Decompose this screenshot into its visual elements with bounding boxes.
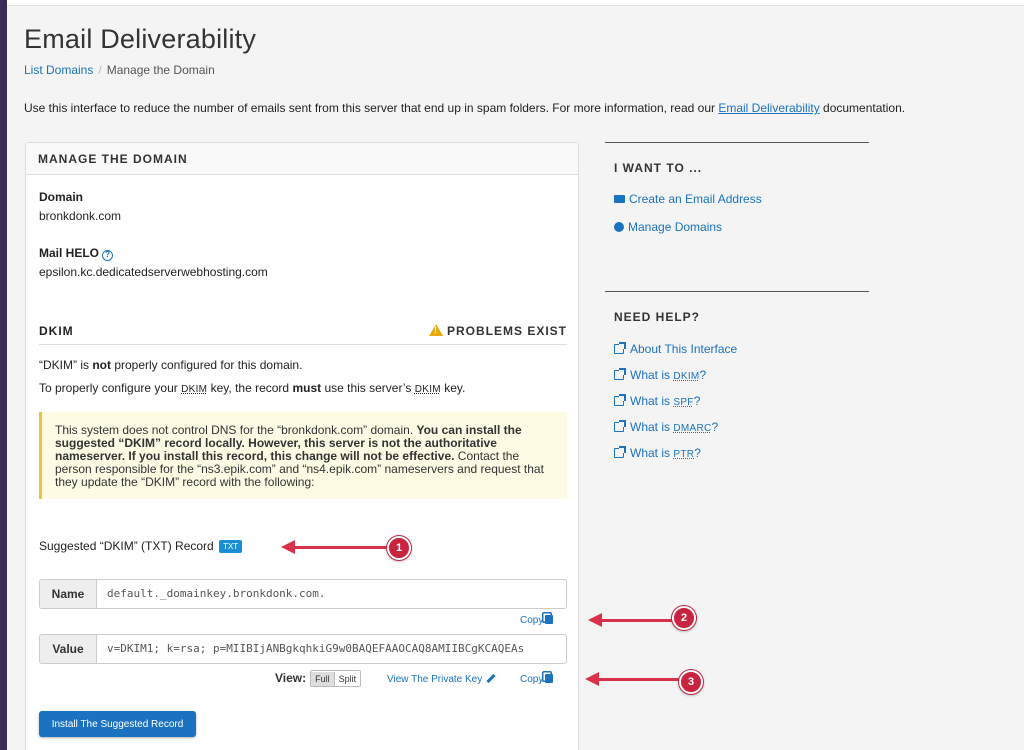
help-prefix: What is (630, 420, 674, 434)
alert-text-1: This system does not control DNS for the “bronkdonk.com” domain. (55, 423, 417, 437)
callout-badge-2: 2 (672, 606, 696, 630)
domain-value: bronkdonk.com (39, 209, 122, 223)
external-link-icon (614, 396, 624, 406)
view-toggle-row (275, 670, 361, 687)
callout-arrow-3-line (597, 678, 681, 681)
mail-helo-value: epsilon.kc.dedicatedserverwebhosting.com (39, 265, 268, 279)
help-prefix: What is (630, 368, 674, 382)
page-title: Email Deliverability (24, 24, 257, 54)
dkim-abbr: DKIM (181, 384, 208, 395)
req-part-a: To properly configure your (39, 381, 182, 395)
callout-arrow-1-line (293, 546, 389, 549)
sidebar-i-want-to (605, 142, 869, 272)
about-interface-link[interactable] (614, 342, 869, 356)
view-full-button[interactable]: Full (311, 672, 334, 686)
manage-domains-label: Manage Domains (628, 220, 723, 234)
alert-text-2: Contact the person responsible for the “ns3.epik.com” and “ns4.epik.com” nameservers and request that they update the “DKIM” record with the following: (55, 449, 544, 489)
external-link-icon (614, 370, 624, 380)
copy-icon-2 (545, 674, 553, 683)
alert-bold-text: You can install the suggested “DKIM” record locally. However, this server is not the authoritative nameserver. If you install this record, this change will not be effective. (55, 423, 522, 463)
status-not: not (92, 358, 111, 372)
breadcrumb-separator: / (98, 63, 102, 77)
req-part-b: key, the record (207, 381, 293, 395)
about-interface-label: About This Interface (630, 342, 738, 356)
mail-helo-label: Mail HELO (39, 246, 100, 260)
external-link-icon (614, 448, 624, 458)
dkim-status-text (39, 358, 302, 372)
panel-title: MANAGE THE DOMAIN (26, 143, 578, 175)
status-part-2: properly configured for this domain. (110, 358, 303, 372)
external-link-icon (614, 422, 624, 432)
help-question-icon[interactable]: ? (102, 250, 113, 261)
view-split-button[interactable]: Split (334, 672, 361, 686)
suggested-record-label: Suggested “DKIM” (TXT) Record (39, 539, 214, 553)
spf-term: SPF (673, 397, 694, 408)
external-link-icon (614, 344, 624, 354)
status-part-1: “DKIM” is (39, 358, 93, 372)
copy-name-link[interactable] (520, 615, 553, 626)
need-help-title: NEED HELP? (614, 310, 701, 324)
breadcrumb-current: Manage the Domain (106, 63, 215, 77)
copy-value-label: Copy (520, 674, 544, 685)
problems-exist-text: PROBLEMS EXIST (446, 324, 567, 338)
top-bar (7, 0, 1024, 6)
name-addon-label: Name (40, 580, 97, 608)
record-value-input[interactable]: v=DKIM1; k=rsa; p=MIIBIjANBgkqhkiG9w0BAQEFAAOCAQ8AMIIBCgKCAQEAs (107, 642, 525, 655)
req-part-c: use this server’s (321, 381, 415, 395)
manage-domain-panel (25, 142, 579, 750)
i-want-to-title: I WANT TO ... (614, 161, 703, 175)
help-suffix: ? (693, 394, 701, 408)
breadcrumb-list-domains-link[interactable]: List Domains (24, 63, 94, 77)
dns-warning-alert (39, 412, 567, 499)
what-is-dkim-link[interactable] (614, 368, 869, 382)
private-key-label: View The Private Key (387, 674, 483, 685)
what-is-dmarc-link[interactable] (614, 420, 869, 434)
intro-after: documentation. (819, 101, 906, 115)
view-private-key-link[interactable] (387, 674, 496, 685)
copy-name-label: Copy (520, 615, 544, 626)
what-is-spf-link[interactable] (614, 394, 869, 408)
intro-text (24, 101, 905, 115)
callout-badge-3: 3 (679, 670, 703, 694)
domain-label: Domain (39, 190, 84, 204)
envelope-icon (614, 195, 625, 203)
help-prefix: What is (630, 446, 674, 460)
problems-exist-status (429, 324, 567, 338)
help-prefix: What is (630, 394, 674, 408)
suggested-record-label-row (39, 539, 242, 553)
breadcrumb (24, 63, 215, 77)
install-suggested-record-button[interactable]: Install The Suggested Record (39, 711, 196, 737)
create-email-label: Create an Email Address (629, 192, 762, 206)
dkim-section-header (39, 323, 567, 345)
view-toggle-group (310, 670, 361, 687)
req-must: must (292, 381, 322, 395)
record-value-field (39, 634, 567, 664)
left-navigation-edge (0, 0, 7, 750)
warning-icon (429, 324, 443, 336)
record-name-field (39, 579, 567, 609)
copy-icon (545, 615, 553, 624)
dmarc-term: DMARC (673, 423, 712, 434)
callout-arrow-2-line (600, 619, 674, 622)
intro-before: Use this interface to reduce the number of emails sent from this server that end up in spam folders. For more information, read our (24, 101, 719, 115)
mail-helo-label-row (39, 246, 113, 261)
view-label: View: (275, 670, 307, 685)
what-is-ptr-link[interactable] (614, 446, 869, 460)
pencil-icon (487, 674, 496, 683)
dkim-title: DKIM (39, 324, 74, 338)
dkim-abbr-2: DKIM (414, 384, 441, 395)
req-part-d: key. (440, 381, 466, 395)
callout-badge-1: 1 (387, 536, 411, 560)
help-suffix: ? (711, 420, 719, 434)
value-addon-label: Value (40, 635, 97, 663)
record-name-input[interactable]: default._domainkey.bronkdonk.com. (107, 587, 326, 600)
help-suffix: ? (694, 446, 701, 460)
copy-value-link[interactable] (520, 674, 553, 685)
manage-domains-link[interactable] (614, 220, 869, 234)
dkim-requirement-text (39, 381, 465, 395)
txt-badge: TXT (219, 540, 242, 553)
dkim-term: DKIM (673, 371, 700, 382)
ptr-term: PTR (673, 449, 695, 460)
create-email-address-link[interactable] (614, 192, 869, 206)
globe-icon (614, 222, 624, 232)
sidebar-need-help (605, 291, 869, 491)
help-suffix: ? (699, 368, 707, 382)
email-deliverability-doc-link[interactable]: Email Deliverability (718, 101, 820, 115)
